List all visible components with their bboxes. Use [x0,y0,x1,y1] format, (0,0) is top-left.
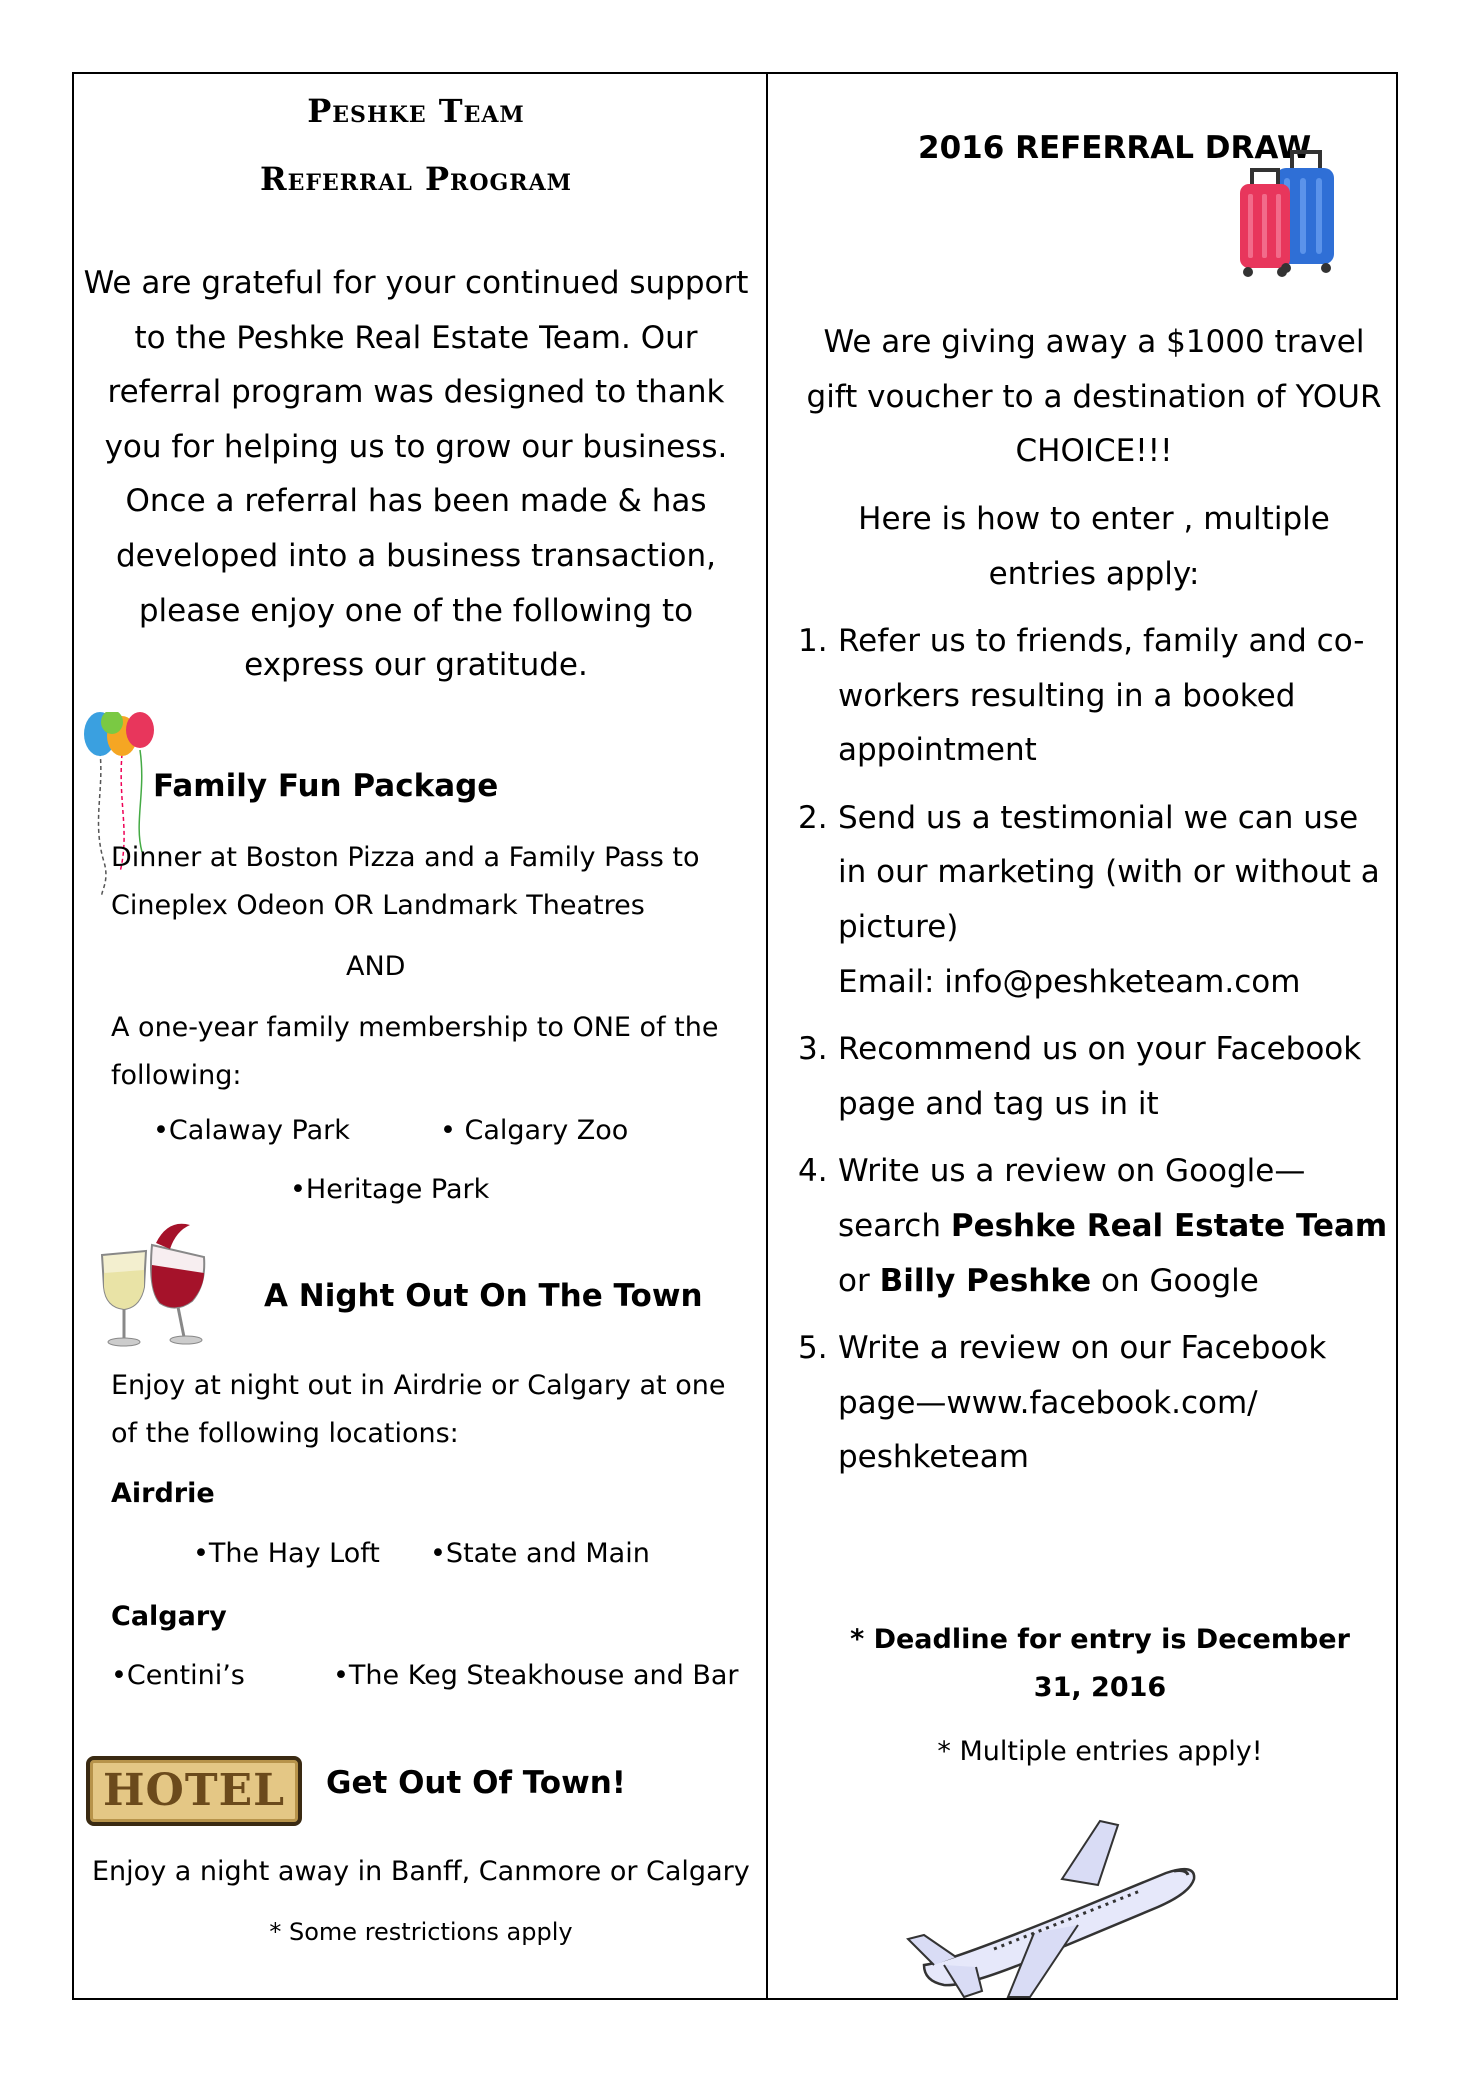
get-out-of-town-title: Get Out Of Town! [326,1765,626,1801]
calgary-label: Calgary [111,1601,227,1632]
entry-text: Send us a testimonial we can use in our marketing (with or without a picture) [838,799,1380,945]
entry-list [798,614,1388,1498]
deadline-note: * Deadline for entry is December 31, 2016 [850,1624,1350,1703]
entry-number: 5. [798,1330,828,1367]
hotel-sign-text: HOTEL [102,1765,286,1816]
hotel-line-1: Enjoy a night away in Banff, Canmore or Calgary [92,1856,750,1887]
multiple-entries-note: * Multiple entries apply! [937,1736,1263,1767]
entry-text: Recommend us on your Facebook page and tag us in it [838,1031,1362,1122]
option-state-and-main: •State and Main [430,1538,650,1569]
option-calgary-zoo: • Calgary Zoo [440,1115,629,1146]
entry-text-post: on Google [1091,1262,1259,1299]
entry-bold-billy: Billy Peshke [879,1262,1092,1299]
option-the-keg: •The Keg Steakhouse and Bar [333,1660,739,1691]
family-line-2: Cineplex Odeon OR Landmark Theatres [111,890,645,921]
entry-item-1 [798,614,1388,778]
family-line-4: following: [111,1060,242,1091]
intro-paragraph: We are grateful for your continued support to the Peshke Real Estate Team. Our referral program was designed to thank you for helping us to grow our business. Once a referral has been made & has developed into a business transaction, please enjoy one of the following to express our gratitude. [83,265,749,684]
option-hay-loft: •The Hay Loft [193,1538,380,1569]
program-title-line2: Referral Program [260,160,572,198]
entry-item-4 [798,1144,1388,1308]
facebook-link[interactable]: Write a review on our Facebook page—www.facebook.com/ peshketeam [838,1330,1327,1476]
suitcases-icon [1236,148,1360,280]
family-line-3: A one-year family membership to ONE of the [111,1012,719,1043]
entry-item-3 [798,1022,1388,1131]
airdrie-label: Airdrie [111,1478,215,1509]
option-calaway-park: •Calaway Park [153,1115,350,1146]
entry-item-2 [798,791,1388,1009]
entry-text-pre: Write us a review on Google—search [838,1153,1306,1244]
column-divider [766,72,768,2000]
how-to-enter-text: Here is how to enter , multiple entries apply: [858,501,1330,592]
entry-text-mid: or [838,1262,880,1299]
program-title-line1: Peshke Team [307,92,525,130]
restrictions-note: * Some restrictions apply [269,1918,573,1946]
airplane-icon [904,1815,1204,2001]
entry-number: 3. [798,1031,828,1068]
entry-number: 2. [798,799,828,836]
night-line-1: Enjoy at night out in Airdrie or Calgary at one [111,1370,726,1401]
family-line-1: Dinner at Boston Pizza and a Family Pass to [111,842,700,873]
referral-draw-title: 2016 REFERRAL DRAW [918,130,1312,166]
night-line-2: of the following locations: [111,1418,459,1449]
family-and: AND [346,951,406,982]
wine-glasses-icon [94,1215,234,1350]
entry-item-5 [798,1321,1388,1485]
hotel-sign-icon [86,1756,302,1826]
night-out-title: A Night Out On The Town [264,1278,703,1314]
entry-number: 1. [798,623,828,659]
option-centinis: •Centini’s [111,1660,245,1691]
entry-bold-team: Peshke Real Estate Team [950,1207,1388,1244]
family-fun-title: Family Fun Package [153,768,499,804]
entry-number: 4. [798,1153,828,1190]
option-heritage-park: •Heritage Park [290,1174,490,1205]
email-link[interactable]: Email: info@peshketeam.com [838,963,1301,1000]
entry-text: Refer us to friends, family and co-workers resulting in a booked appointment [838,623,1365,769]
giveaway-text: We are giving away a $1000 travel gift voucher to a destination of YOUR CHOICE!!! [806,324,1382,470]
